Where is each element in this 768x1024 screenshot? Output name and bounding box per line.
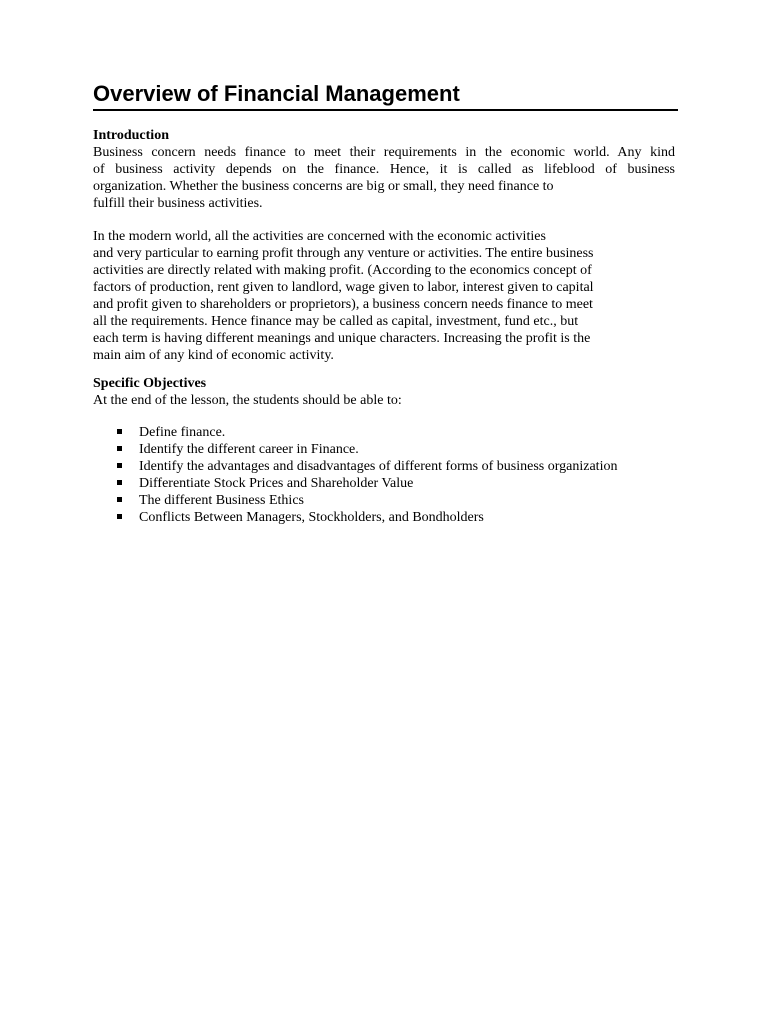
paragraph-line: main aim of any kind of economic activity. (93, 348, 334, 363)
paragraph-line: organization. Whether the business concerns are big or small, they need finance to (93, 179, 554, 194)
list-item-text: Differentiate Stock Prices and Shareholder Value (139, 476, 414, 491)
list-item (93, 441, 617, 458)
paragraph-line: of business activity depends on the finance. Hence, it is called as lifeblood of business (93, 162, 675, 177)
list-item (93, 458, 617, 475)
paragraph-line: all the requirements. Hence finance may be called as capital, investment, fund etc., but (93, 314, 579, 329)
paragraph-line: activities are directly related with making profit. (According to the economics concept of (93, 263, 592, 278)
square-bullet-icon (117, 514, 122, 519)
square-bullet-icon (117, 497, 122, 502)
square-bullet-icon (117, 429, 122, 434)
paragraph-line: each term is having different meanings and unique characters. Increasing the profit is the (93, 331, 591, 346)
paragraph-line: fulfill their business activities. (93, 196, 263, 211)
paragraph-line: Business concern needs finance to meet their requirements in the economic world. Any kind (93, 145, 675, 160)
list-item (93, 492, 617, 509)
paragraph-line: factors of production, rent given to landlord, wage given to labor, interest given to capital (93, 280, 594, 295)
page-title: Overview of Financial Management (93, 80, 678, 111)
square-bullet-icon (117, 446, 122, 451)
square-bullet-icon (117, 463, 122, 468)
list-item-text: Conflicts Between Managers, Stockholders, and Bondholders (139, 510, 484, 525)
list-item-text: Define finance. (139, 425, 226, 440)
list-item-text: Identify the advantages and disadvantages of different forms of business organization (139, 459, 618, 474)
list-item (93, 424, 617, 441)
paragraph-line: In the modern world, all the activities are concerned with the economic activities (93, 229, 546, 244)
objectives-heading: Specific Objectives (93, 376, 207, 391)
list-item-text: The different Business Ethics (139, 493, 304, 508)
objectives-intro: At the end of the lesson, the students should be able to: (93, 393, 402, 408)
paragraph-line: and very particular to earning profit through any venture or activities. The entire business (93, 246, 594, 261)
list-item (93, 475, 617, 492)
objectives-list (93, 424, 617, 526)
list-item (93, 509, 617, 526)
introduction-heading: Introduction (93, 128, 169, 143)
list-item-text: Identify the different career in Finance. (139, 442, 359, 457)
paragraph-line: and profit given to shareholders or proprietors), a business concern needs finance to meet (93, 297, 593, 312)
square-bullet-icon (117, 480, 122, 485)
